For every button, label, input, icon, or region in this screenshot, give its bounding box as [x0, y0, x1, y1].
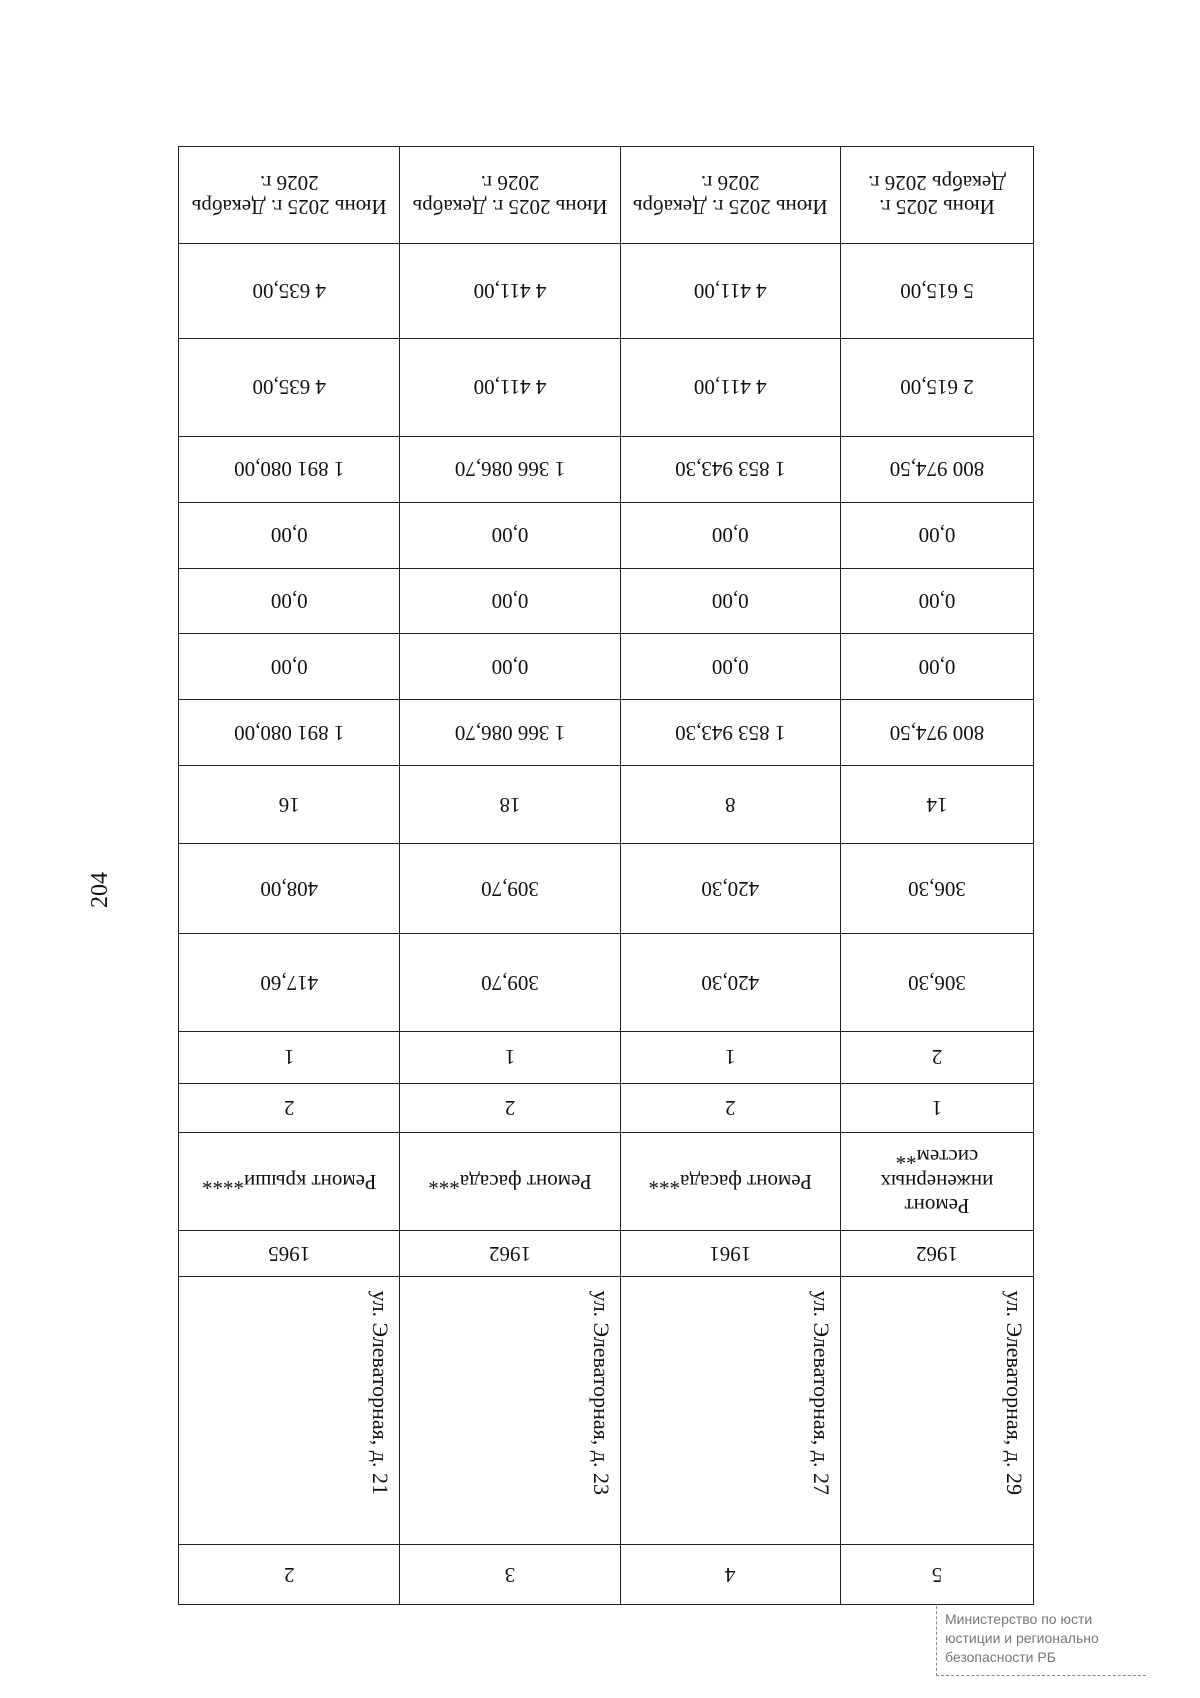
- table-row-cost-total: [179, 700, 1034, 766]
- cell-year: 1962: [400, 1231, 620, 1277]
- cell-year: 1962: [840, 1231, 1033, 1277]
- cell-work: Ремонт инженерных систем**: [840, 1133, 1033, 1231]
- cell-z3: 0,00: [620, 502, 840, 568]
- cell-count: 16: [179, 766, 400, 843]
- cell-area1: 417,60: [179, 934, 400, 1032]
- address-text: ул. Элеваторная, д. 29: [1002, 1290, 1027, 1495]
- cell-z2: 0,00: [840, 568, 1033, 634]
- table-row-z1: [179, 634, 1034, 700]
- cell-c1: 2: [620, 1083, 840, 1132]
- cell-unit-cost: 4 635,00: [179, 338, 400, 436]
- cell-z1: 0,00: [179, 634, 400, 700]
- table-row-z3: [179, 502, 1034, 568]
- stamp-line: Министерство по юсти: [945, 1611, 1093, 1627]
- table-row-area2: [179, 843, 1034, 934]
- cell-c1: 1: [840, 1083, 1033, 1132]
- table-row-unit-limit: [179, 244, 1034, 339]
- cell-num: 4: [620, 1545, 840, 1605]
- cell-area1: 309,70: [400, 934, 620, 1032]
- cell-period: Июнь 2025 г. Декабрь 2026 г.: [179, 147, 400, 244]
- cell-z3: 0,00: [840, 502, 1033, 568]
- cell-cost-total: 1 891 080,00: [179, 700, 400, 766]
- table-row-period: [179, 147, 1034, 244]
- cell-z2: 0,00: [179, 568, 400, 634]
- cell-c1: 2: [179, 1083, 400, 1132]
- cell-z1: 0,00: [400, 634, 620, 700]
- address-text: ул. Элеваторная, д. 23: [588, 1290, 614, 1495]
- cell-year: 1965: [179, 1231, 400, 1277]
- cell-cost-fund: 1 853 943,30: [620, 436, 840, 502]
- table-body: [179, 147, 1034, 1605]
- table-row-c1: [179, 1083, 1034, 1132]
- cell-unit-cost: 4 411,00: [400, 338, 620, 436]
- cell-cost-fund: 1 891 080,00: [179, 436, 400, 502]
- cell-unit-limit: 4 411,00: [620, 244, 840, 339]
- rotated-table-container: [178, 146, 1034, 1605]
- cell-count: 14: [840, 766, 1033, 843]
- cell-year: 1961: [620, 1231, 840, 1277]
- table-row-work: [179, 1133, 1034, 1231]
- table-row-year: [179, 1231, 1034, 1277]
- cell-work: Ремонт фасада***: [400, 1133, 620, 1231]
- cell-z3: 0,00: [400, 502, 620, 568]
- table-row-z2: [179, 568, 1034, 634]
- stamp-line: юстиции и регионально: [945, 1629, 1099, 1646]
- cell-address: [620, 1277, 840, 1545]
- table-row-num: [179, 1545, 1034, 1605]
- cell-cost-total: 1 366 086,70: [400, 700, 620, 766]
- cell-address: [400, 1277, 620, 1545]
- cell-num: 3: [400, 1545, 620, 1605]
- cell-count: 8: [620, 766, 840, 843]
- cell-unit-limit: 4 635,00: [179, 244, 400, 339]
- table-row-unit-cost: [179, 338, 1034, 436]
- cell-period: Июнь 2025 г. Декабрь 2026 г.: [400, 147, 620, 244]
- cell-area2: 420,30: [620, 843, 840, 934]
- cell-area1: 306,30: [840, 934, 1033, 1032]
- repair-schedule-table: [178, 146, 1034, 1605]
- table-row-c2: [179, 1032, 1034, 1084]
- cell-area2: 309,70: [400, 843, 620, 934]
- cell-z2: 0,00: [400, 568, 620, 634]
- cell-unit-limit: 5 615,00: [840, 244, 1033, 339]
- cell-address: [179, 1277, 400, 1545]
- cell-count: 18: [400, 766, 620, 843]
- cell-area1: 420,30: [620, 934, 840, 1032]
- cell-z1: 0,00: [840, 634, 1033, 700]
- cell-area2: 408,00: [179, 843, 400, 934]
- cell-z1: 0,00: [620, 634, 840, 700]
- address-text: ул. Элеваторная, д. 21: [368, 1290, 394, 1495]
- table-row-cost-fund: [179, 436, 1034, 502]
- cell-cost-fund: 1 366 086,70: [400, 436, 620, 502]
- stamp-line: безопасности РБ: [945, 1648, 1056, 1665]
- cell-z3: 0,00: [179, 502, 400, 568]
- cell-num: 2: [179, 1545, 400, 1605]
- ministry-stamp: [936, 1606, 1146, 1676]
- address-text: ул. Элеваторная, д. 27: [808, 1290, 834, 1495]
- cell-z2: 0,00: [620, 568, 840, 634]
- cell-cost-total: 1 853 943,30: [620, 700, 840, 766]
- cell-cost-total: 800 974,50: [840, 700, 1033, 766]
- cell-address: [840, 1277, 1033, 1545]
- table-row-address: [179, 1277, 1034, 1545]
- cell-num: 5: [840, 1545, 1033, 1605]
- cell-c2: 2: [840, 1032, 1033, 1084]
- cell-work: Ремонт фасада***: [620, 1133, 840, 1231]
- cell-c1: 2: [400, 1083, 620, 1132]
- page-number: 204: [87, 872, 113, 908]
- cell-cost-fund: 800 974,50: [840, 436, 1033, 502]
- cell-unit-limit: 4 411,00: [400, 244, 620, 339]
- cell-area2: 306,30: [840, 843, 1033, 934]
- cell-period: Июнь 2025 г. Декабрь 2026 г.: [840, 147, 1033, 244]
- cell-c2: 1: [179, 1032, 400, 1084]
- table-row-area1: [179, 934, 1034, 1032]
- cell-work: Ремонт крыши****: [179, 1133, 400, 1231]
- cell-unit-cost: 4 411,00: [620, 338, 840, 436]
- table-row-count: [179, 766, 1034, 843]
- cell-c2: 1: [620, 1032, 840, 1084]
- cell-c2: 1: [400, 1032, 620, 1084]
- cell-unit-cost: 2 615,00: [840, 338, 1033, 436]
- cell-period: Июнь 2025 г. Декабрь 2026 г.: [620, 147, 840, 244]
